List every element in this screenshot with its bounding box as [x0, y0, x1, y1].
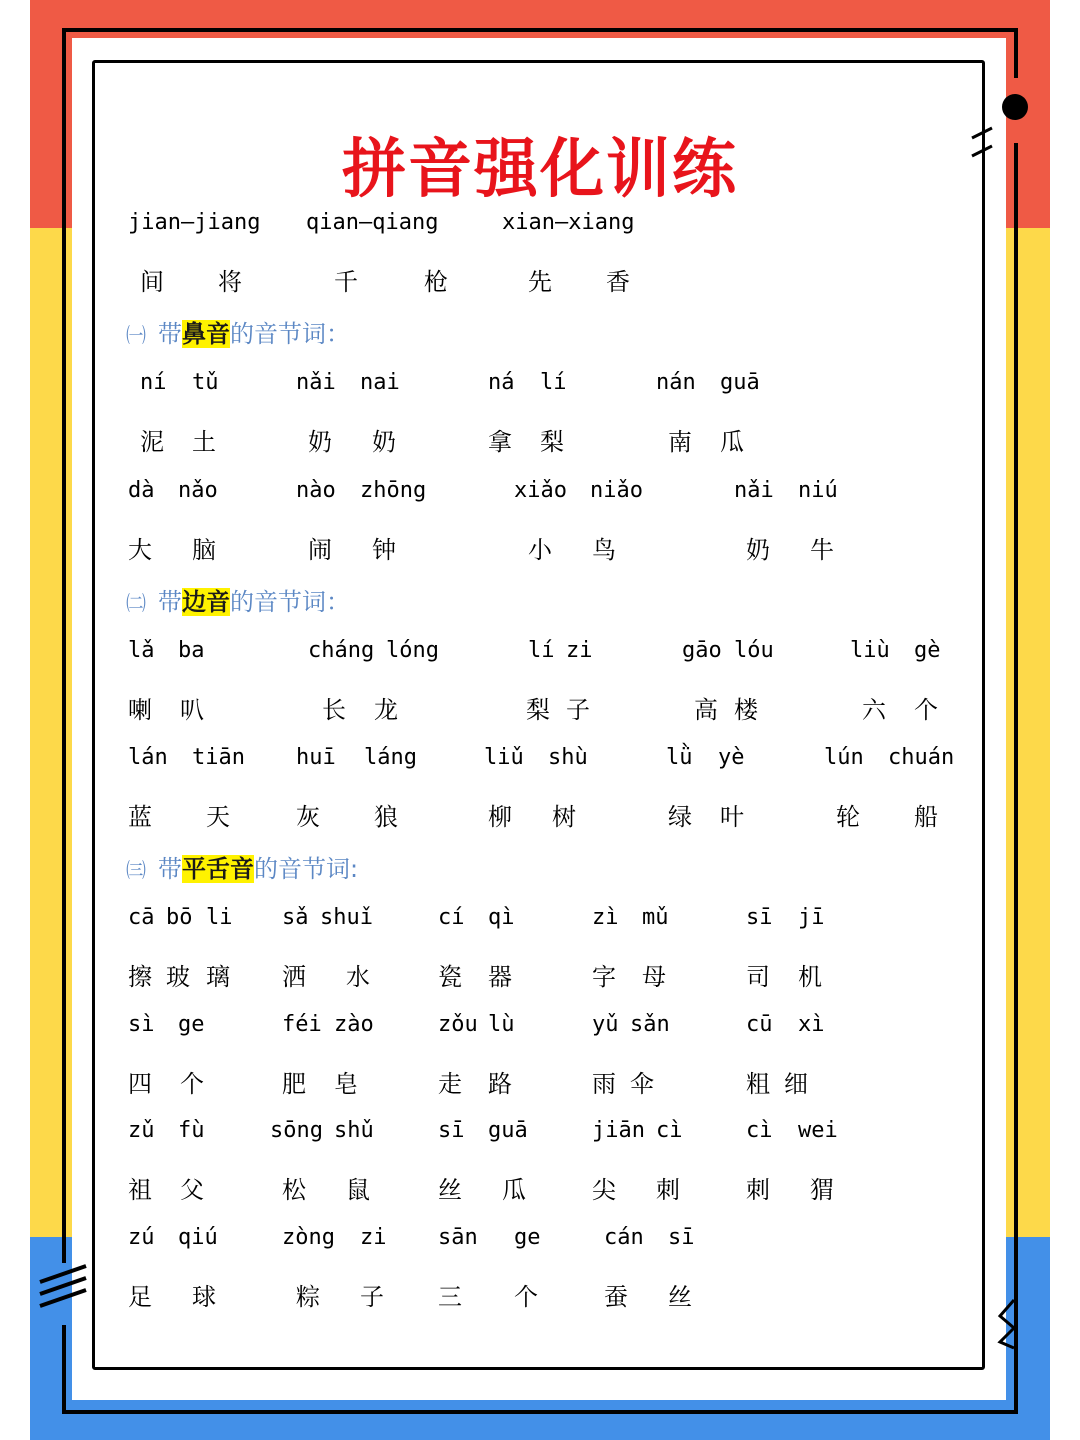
hanzi: 父 — [180, 1176, 204, 1204]
hanzi: 喇 — [128, 696, 152, 724]
heading-suffix: 的音节词: — [254, 855, 359, 883]
hanzi: 鼠 — [346, 1176, 370, 1204]
pinyin: shù — [548, 745, 588, 770]
pinyin: yǔ — [592, 1012, 619, 1037]
pinyin: sōng — [270, 1118, 323, 1143]
intro-hanzi: 将 — [218, 268, 242, 296]
pinyin: guā — [488, 1118, 528, 1143]
hanzi: 个 — [180, 1070, 204, 1098]
hanzi: 雨 — [592, 1070, 616, 1098]
hanzi: 奶 — [308, 428, 332, 456]
hanzi: 走 — [438, 1070, 462, 1098]
pinyin: nǎi — [296, 370, 336, 395]
hanzi: 叶 — [720, 803, 744, 831]
pinyin: shǔ — [334, 1118, 374, 1143]
pinyin: lán — [128, 745, 168, 770]
pinyin: liǔ — [484, 745, 524, 770]
hanzi: 四 — [128, 1070, 152, 1098]
pinyin: chuán — [888, 745, 955, 770]
hanzi: 瓷 — [438, 963, 462, 991]
pinyin: niú — [798, 478, 838, 503]
pinyin: dà — [128, 478, 155, 503]
pinyin: qiú — [178, 1225, 218, 1250]
hanzi: 猬 — [810, 1176, 834, 1204]
intro-hanzi: 先 — [528, 268, 552, 296]
pinyin: mǔ — [642, 905, 669, 930]
hanzi: 伞 — [630, 1070, 654, 1098]
hanzi: 皂 — [334, 1070, 358, 1098]
hanzi: 球 — [192, 1283, 216, 1311]
hanzi: 灰 — [296, 803, 320, 831]
section-heading-flat-tongue — [126, 849, 358, 884]
intro-hanzi: 香 — [606, 268, 630, 296]
intro-pinyin-1: jian—jiang — [128, 210, 261, 235]
heading-highlight: 鼻音 — [182, 320, 230, 348]
frame-bottom-line — [62, 1410, 1018, 1414]
hanzi: 南 — [668, 428, 692, 456]
pinyin: tiān — [192, 745, 245, 770]
hanzi: 大 — [128, 536, 152, 564]
decorative-triple-slash-icon — [36, 1262, 92, 1312]
section-heading-nasal — [126, 314, 350, 349]
hanzi: 松 — [282, 1176, 306, 1204]
pinyin: sǎn — [630, 1012, 670, 1037]
hanzi: 祖 — [128, 1176, 152, 1204]
hanzi: 个 — [514, 1283, 538, 1311]
pinyin: féi — [282, 1012, 322, 1037]
pinyin: gāo — [682, 638, 722, 663]
pinyin: jiān — [592, 1118, 645, 1143]
hanzi: 闹 — [308, 536, 332, 564]
pinyin: lí — [528, 638, 555, 663]
pinyin: zi — [566, 638, 593, 663]
frame-right-line-lower — [1014, 143, 1018, 1414]
pinyin: huī — [296, 745, 336, 770]
pinyin: lóng — [386, 638, 439, 663]
pinyin: guā — [720, 370, 760, 395]
pinyin: fù — [178, 1118, 205, 1143]
frame-top-line — [62, 28, 1018, 32]
hanzi: 尖 — [592, 1176, 616, 1204]
pinyin: yè — [718, 745, 745, 770]
hanzi: 六 — [862, 696, 886, 724]
hanzi: 高 — [694, 696, 718, 724]
section-number: ㈠ — [126, 323, 146, 347]
hanzi: 叭 — [180, 696, 204, 724]
hanzi: 蚕 — [604, 1283, 628, 1311]
pinyin: zi — [360, 1225, 387, 1250]
pinyin: zǔ — [128, 1118, 155, 1143]
hanzi: 丝 — [438, 1176, 462, 1204]
pinyin: ge — [514, 1225, 541, 1250]
hanzi: 璃 — [206, 963, 230, 991]
hanzi: 机 — [798, 963, 822, 991]
hanzi: 蓝 — [128, 803, 152, 831]
hanzi: 司 — [746, 963, 770, 991]
pinyin: bō — [166, 905, 193, 930]
hanzi: 小 — [528, 536, 552, 564]
heading-prefix: 带 — [158, 588, 182, 616]
hanzi: 瓜 — [720, 428, 744, 456]
hanzi: 梨 — [526, 696, 550, 724]
heading-suffix: 的音节词： — [230, 320, 350, 348]
pinyin: nǎi — [734, 478, 774, 503]
hanzi: 狼 — [374, 803, 398, 831]
section-number: ㈢ — [126, 858, 146, 882]
page-title: 拼音强化训练 — [342, 133, 738, 207]
decorative-zigzag-icon — [994, 1298, 1024, 1350]
intro-hanzi: 千 — [334, 268, 358, 296]
heading-highlight: 平舌音 — [182, 855, 254, 883]
frame-left-line-lower — [62, 1325, 66, 1414]
hanzi: 梨 — [540, 428, 564, 456]
hanzi: 粽 — [296, 1283, 320, 1311]
hanzi: 粗 — [746, 1070, 770, 1098]
frame-right-line-upper — [1014, 28, 1018, 78]
hanzi: 玻 — [166, 963, 190, 991]
pinyin: zòng — [282, 1225, 335, 1250]
hanzi: 柳 — [488, 803, 512, 831]
pinyin: ge — [178, 1012, 205, 1037]
hanzi: 个 — [914, 696, 938, 724]
pinyin: cā — [128, 905, 155, 930]
hanzi: 足 — [128, 1283, 152, 1311]
pinyin: xiǎo — [514, 478, 567, 503]
hanzi: 树 — [552, 803, 576, 831]
pinyin: xì — [798, 1012, 825, 1037]
hanzi: 长 — [322, 696, 346, 724]
pinyin: ná — [488, 370, 515, 395]
hanzi: 洒 — [282, 963, 306, 991]
hanzi: 母 — [642, 963, 666, 991]
intro-hanzi: 间 — [140, 268, 164, 296]
heading-suffix: 的音节词： — [230, 588, 350, 616]
hanzi: 绿 — [668, 803, 692, 831]
hanzi: 船 — [914, 803, 938, 831]
pinyin: lù — [488, 1012, 515, 1037]
pinyin: li — [206, 905, 233, 930]
pinyin: zǒu — [438, 1012, 478, 1037]
hanzi: 器 — [488, 963, 512, 991]
pinyin: niǎo — [590, 478, 643, 503]
hanzi: 土 — [192, 428, 216, 456]
pinyin: cì — [746, 1118, 773, 1143]
pinyin: nán — [656, 370, 696, 395]
pinyin: lóu — [734, 638, 774, 663]
pinyin: lǎ — [128, 638, 155, 663]
hanzi: 路 — [488, 1070, 512, 1098]
hanzi: 刺 — [656, 1176, 680, 1204]
hanzi: 水 — [346, 963, 370, 991]
intro-pinyin-3: xian—xiang — [502, 210, 635, 235]
pinyin: jī — [798, 905, 825, 930]
pinyin: qì — [488, 905, 515, 930]
hanzi: 泥 — [140, 428, 164, 456]
pinyin: zào — [334, 1012, 374, 1037]
pinyin: sī — [746, 905, 773, 930]
heading-prefix: 带 — [158, 320, 182, 348]
intro-pinyin-2: qian—qiang — [306, 210, 439, 235]
pinyin: sì — [128, 1012, 155, 1037]
pinyin: cū — [746, 1012, 773, 1037]
pinyin: láng — [364, 745, 417, 770]
hanzi: 楼 — [734, 696, 758, 724]
hanzi: 细 — [784, 1070, 808, 1098]
hanzi: 天 — [206, 803, 230, 831]
pinyin: lún — [824, 745, 864, 770]
pinyin: sān — [438, 1225, 478, 1250]
section-heading-lateral — [126, 582, 350, 617]
hanzi: 擦 — [128, 963, 152, 991]
pinyin: ní — [140, 370, 167, 395]
pinyin: liù — [850, 638, 890, 663]
pinyin: wei — [798, 1118, 838, 1143]
frame-left-line-upper — [62, 28, 66, 1263]
pinyin: shuǐ — [320, 905, 373, 930]
decorative-dot-icon — [1002, 94, 1028, 120]
pinyin: lǜ — [666, 745, 693, 770]
hanzi: 丝 — [668, 1283, 692, 1311]
hanzi: 脑 — [192, 536, 216, 564]
hanzi: 龙 — [374, 696, 398, 724]
pinyin: nǎo — [178, 478, 218, 503]
hanzi: 子 — [566, 696, 590, 724]
pinyin: sǎ — [282, 905, 309, 930]
section-number: ㈡ — [126, 591, 146, 615]
hanzi: 瓜 — [502, 1176, 526, 1204]
pinyin: tǔ — [192, 370, 219, 395]
pinyin: zhōng — [360, 478, 427, 503]
pinyin: cán — [604, 1225, 644, 1250]
pinyin: nai — [360, 370, 400, 395]
hanzi: 奶 — [746, 536, 770, 564]
pinyin: zì — [592, 905, 619, 930]
hanzi: 肥 — [282, 1070, 306, 1098]
pinyin: cì — [656, 1118, 683, 1143]
hanzi: 奶 — [372, 428, 396, 456]
pinyin: sī — [438, 1118, 465, 1143]
hanzi: 轮 — [836, 803, 860, 831]
heading-prefix: 带 — [158, 855, 182, 883]
hanzi: 钟 — [372, 536, 396, 564]
hanzi: 字 — [592, 963, 616, 991]
pinyin: lí — [540, 370, 567, 395]
pinyin: zú — [128, 1225, 155, 1250]
hanzi: 牛 — [810, 536, 834, 564]
pinyin: ba — [178, 638, 205, 663]
pinyin: cháng — [308, 638, 375, 663]
intro-hanzi: 枪 — [424, 268, 448, 296]
pinyin: gè — [914, 638, 941, 663]
hanzi: 刺 — [746, 1176, 770, 1204]
hanzi: 鸟 — [592, 536, 616, 564]
heading-highlight: 边音 — [182, 588, 230, 616]
pinyin: sī — [668, 1225, 695, 1250]
pinyin: cí — [438, 905, 465, 930]
hanzi: 子 — [360, 1283, 384, 1311]
hanzi: 拿 — [488, 428, 512, 456]
hanzi: 三 — [438, 1283, 462, 1311]
pinyin: nào — [296, 478, 336, 503]
